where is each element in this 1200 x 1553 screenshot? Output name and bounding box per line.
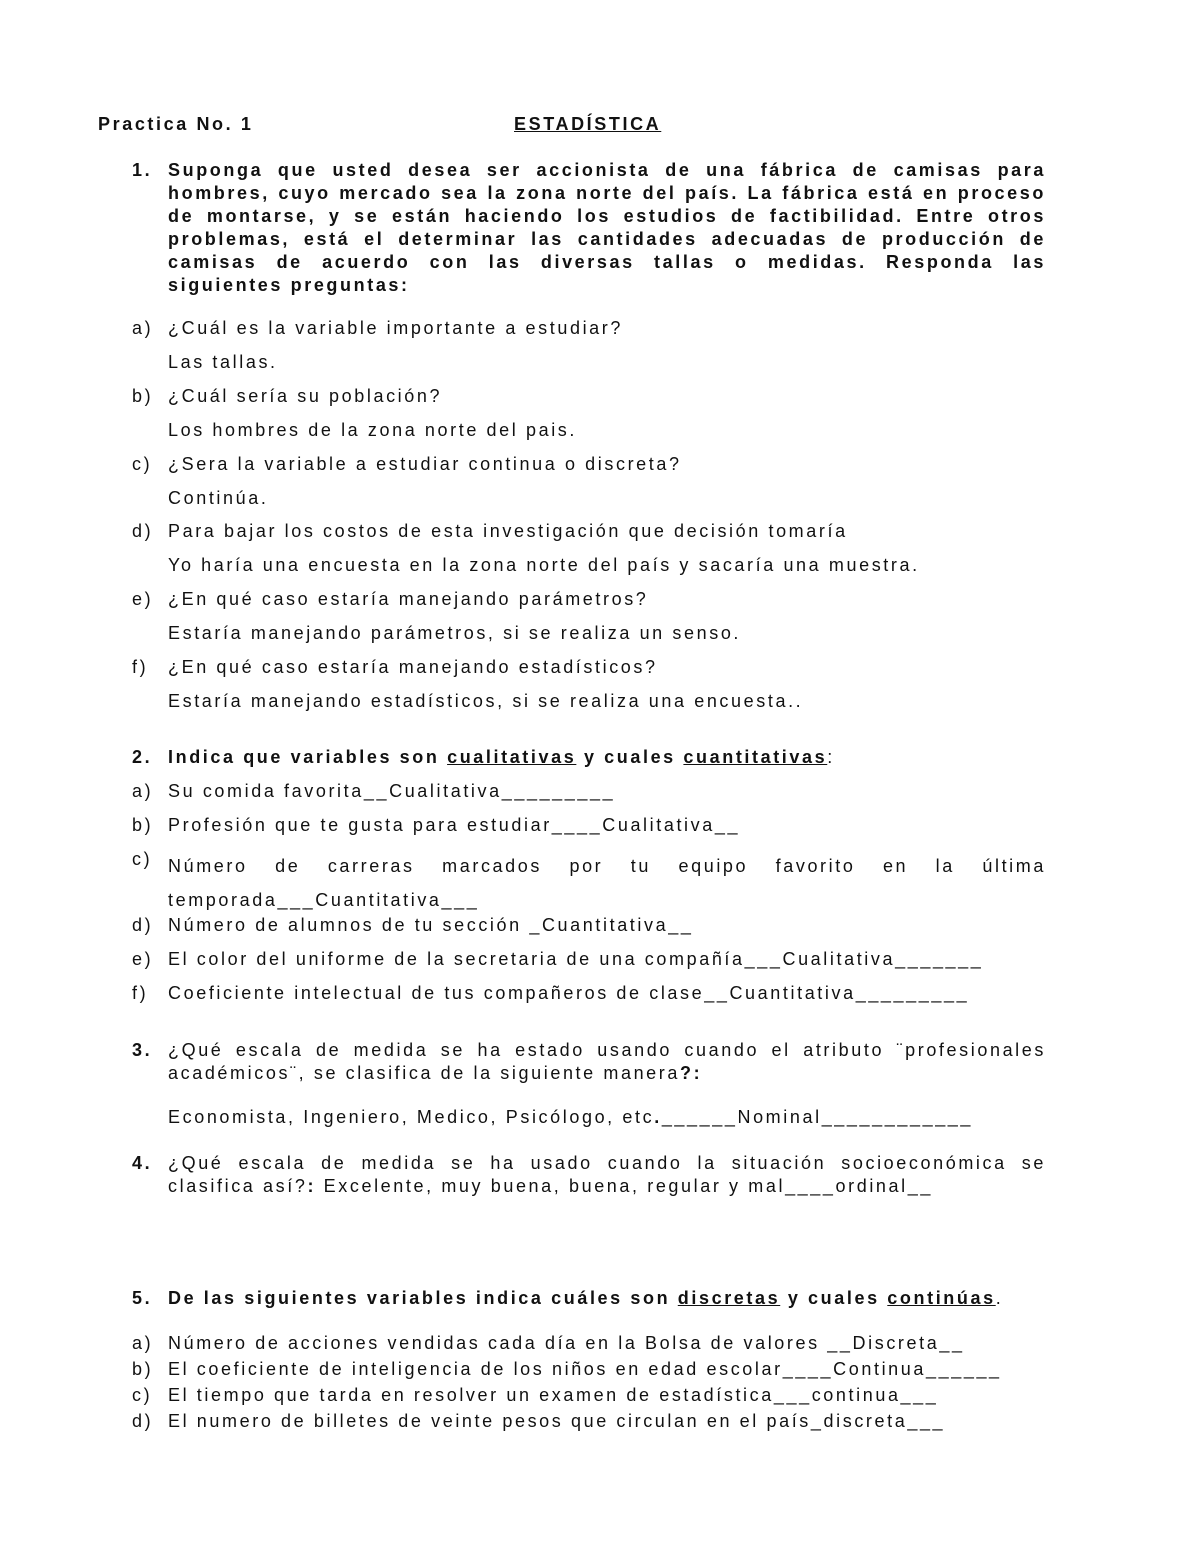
q5-a-label: a) <box>132 1333 154 1353</box>
q2-heading-quantitative: cuantitativas <box>683 747 828 767</box>
q1-c-answer: Continúa. <box>168 488 269 508</box>
q4-text-after: Excelente, muy buena, buena, regular y mal____ordinal__ <box>316 1176 933 1196</box>
q2-e-label: e) <box>132 949 154 969</box>
q4-number: 4. <box>132 1153 153 1173</box>
q1-b-answer: Los hombres de la zona norte del pais. <box>168 420 577 440</box>
q1-f-label: f) <box>132 657 149 677</box>
q1-f-question: ¿En qué caso estaría manejando estadísticos? <box>168 657 658 677</box>
q5-d-text: El numero de billetes de veinte pesos que circulan en el país_discreta___ <box>168 1411 946 1431</box>
q1-a-answer: Las tallas. <box>168 352 278 372</box>
q5-b-text: El coeficiente de inteligencia de los niños en edad escolar____Continua______ <box>168 1359 1002 1379</box>
q2-c-text: Número de carreras marcados por tu equipo favorito en la última temporada___Cuantitativa___ <box>168 856 1046 910</box>
q3-text-end: ?: <box>680 1063 703 1083</box>
q5-c-label: c) <box>132 1385 153 1405</box>
q2-f-text: Coeficiente intelectual de tus compañeros de clase__Cuantitativa_________ <box>168 983 970 1003</box>
q2-heading-qualitative: cualitativas <box>447 747 577 767</box>
q4-colon: : <box>307 1176 317 1196</box>
q1-a-label: a) <box>132 318 154 338</box>
q2-heading-pre: Indica que variables son <box>168 747 448 767</box>
q4-question <box>168 1152 1046 1198</box>
q1-number: 1. <box>132 160 153 180</box>
q1-e-label: e) <box>132 589 154 609</box>
q5-number: 5. <box>132 1288 153 1308</box>
q5-c-text: El tiempo que tarda en resolver un examen de estadística___continua___ <box>168 1385 939 1405</box>
q3-answer-post: ______Nominal____________ <box>661 1107 974 1127</box>
q3-answer-dot: . <box>654 1107 662 1127</box>
q1-d-answer: Yo haría una encuesta en la zona norte del país y sacaría una muestra. <box>168 555 920 575</box>
q5-heading-end: . <box>995 1288 1004 1308</box>
q1-statement: Suponga que usted desea ser accionista de una fábrica de camisas para hombres, cuyo mercado sea la zona norte del país. La fábrica está en proceso de montarse, y se están haciendo los estudios de factibilidad. Entre otros problemas, está el determinar las cantidades adecuadas de producción de camisas de acuerdo con las diversas tallas o medidas. Responda las siguientes preguntas: <box>168 160 1046 295</box>
q2-b-text: Profesión que te gusta para estudiar____Cualitativa__ <box>168 815 741 835</box>
q2-heading <box>168 747 835 768</box>
q5-heading-mid: y cuales <box>780 1288 888 1308</box>
q1-b-label: b) <box>132 386 154 406</box>
q2-a-label: a) <box>132 781 154 801</box>
q5-heading-continuous: continúas <box>887 1288 996 1308</box>
q1-d-label: d) <box>132 521 154 541</box>
q3-text: ¿Qué escala de medida se ha estado usando cuando el atributo ¨profesionales académicos¨, se clasifica de la siguiente manera <box>168 1040 1046 1083</box>
q5-b-label: b) <box>132 1359 154 1379</box>
q1-b-question: ¿Cuál sería su población? <box>168 386 443 406</box>
q3-number: 3. <box>132 1040 153 1060</box>
practice-number: Practica No. 1 <box>98 114 254 134</box>
q2-d-label: d) <box>132 915 154 935</box>
q2-heading-mid: y cuales <box>576 747 684 767</box>
q4-text: ¿Qué escala de medida se ha usado cuando la situación socioeconómica se clasifica así? <box>168 1153 1046 1196</box>
q1-c-question: ¿Sera la variable a estudiar continua o discreta? <box>168 454 682 474</box>
q2-number: 2. <box>132 747 153 767</box>
q2-d-text: Número de alumnos de tu sección _Cuantitativa__ <box>168 915 694 935</box>
q1-f-answer: Estaría manejando estadísticos, si se realiza una encuesta.. <box>168 691 804 711</box>
q1-a-question: ¿Cuál es la variable importante a estudiar? <box>168 318 623 338</box>
q3-question <box>168 1039 1046 1085</box>
q3-answer <box>168 1107 973 1128</box>
q1-d-question: Para bajar los costos de esta investigación que decisión tomaría <box>168 521 848 541</box>
q5-heading-discrete: discretas <box>677 1288 781 1308</box>
q2-e-text: El color del uniforme de la secretaria de una compañía___Cualitativa_______ <box>168 949 984 969</box>
q2-f-label: f) <box>132 983 149 1003</box>
q5-heading <box>168 1288 1003 1309</box>
q5-a-text: Número de acciones vendidas cada día en la Bolsa de valores __Discreta__ <box>168 1333 965 1353</box>
q2-a-text: Su comida favorita__Cualitativa_________ <box>168 781 616 801</box>
q5-d-label: d) <box>132 1411 154 1431</box>
q3-answer-pre: Economista, Ingeniero, Medico, Psicólogo, etc <box>168 1107 655 1127</box>
q1-c-label: c) <box>132 454 153 474</box>
q2-heading-end: : <box>827 747 835 767</box>
q2-b-label: b) <box>132 815 154 835</box>
q5-heading-pre: De las siguientes variables indica cuáles son <box>168 1288 678 1308</box>
q1-e-question: ¿En qué caso estaría manejando parámetros? <box>168 589 649 609</box>
q1-e-answer: Estaría manejando parámetros, si se realiza un senso. <box>168 623 742 643</box>
document-title: ESTADÍSTICA <box>514 114 662 134</box>
q2-c-label: c) <box>132 849 153 869</box>
